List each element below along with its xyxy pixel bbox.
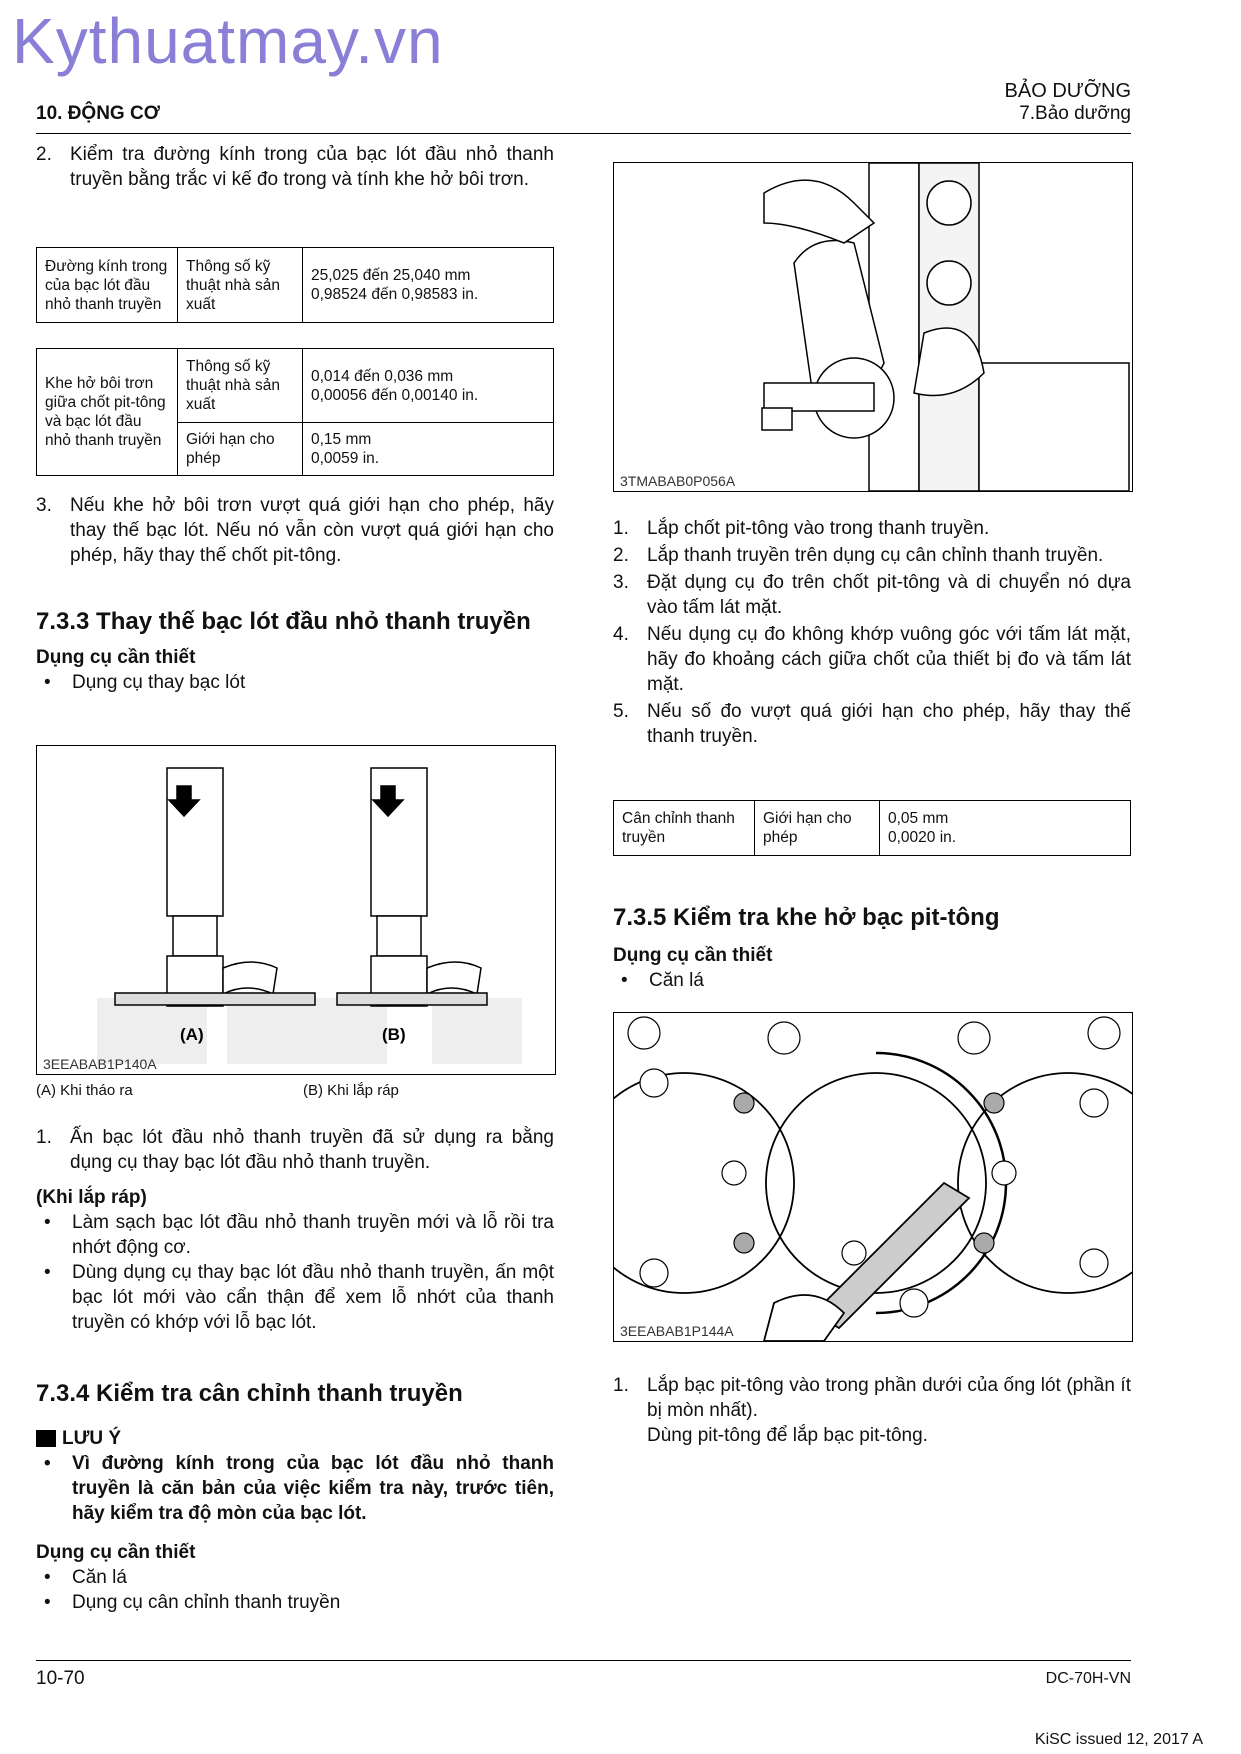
section-title: 7.3.5 Kiểm tra khe hở bạc pit-tông bbox=[613, 904, 1000, 931]
ring-gap-figure bbox=[613, 1012, 1133, 1342]
bushing-replacer-illustration bbox=[37, 746, 555, 1074]
note-heading: LƯU Ý bbox=[36, 1426, 554, 1451]
tool-item: • Dụng cụ cân chỉnh thanh truyền bbox=[36, 1590, 554, 1615]
step-3: 3. Đặt dụng cụ đo trên chốt pit-tông và di chuyển nó dựa vào tấm lát mặt. bbox=[613, 572, 1131, 618]
spec-label: Thông số kỹ thuật nhà sản xuất bbox=[178, 248, 303, 323]
note-item: • Vì đường kính trong của bạc lót đầu nhỏ thanh truyền là căn bản của việc kiểm tra này, trước tiên, hãy kiểm tra độ mòn của bạc lót. bbox=[36, 1451, 554, 1526]
issued-label: KiSC issued 12, 2017 A bbox=[1034, 1731, 1203, 1748]
tools-heading: Dụng cụ cần thiết bbox=[613, 945, 773, 966]
tools-heading: Dụng cụ cần thiết bbox=[36, 647, 196, 668]
assembly-item: • Làm sạch bạc lót đầu nhỏ thanh truyền mới và lỗ rồi tra nhớt động cơ. bbox=[36, 1210, 554, 1260]
footer-rule bbox=[36, 1660, 1131, 1661]
step-4: 4. Nếu dụng cụ đo không khớp vuông góc với tấm lát mặt, hãy đo khoảng cách giữa chốt của thiết bị đo và tấm lát mặt. bbox=[613, 624, 1131, 695]
tools-heading: Dụng cụ cần thiết bbox=[36, 1542, 196, 1563]
step-2: 2. Lắp thanh truyền trên dụng cụ cân chỉnh thanh truyền. bbox=[613, 545, 1104, 566]
table-label: Cân chỉnh thanh truyền bbox=[614, 801, 755, 856]
spec-value: 0,014 đến 0,036 mm 0,00056 đến 0,00140 in. bbox=[303, 349, 554, 423]
figure-label-a: (A) bbox=[180, 1025, 204, 1044]
chapter-title: 10. ĐỘNG CƠ bbox=[36, 103, 160, 124]
table-value: 25,025 đến 25,040 mm 0,98524 đến 0,98583 in. bbox=[303, 248, 554, 323]
limit-label: Giới hạn cho phép bbox=[755, 801, 880, 856]
step-5: 5. Nếu số đo vượt quá giới hạn cho phép, hãy thay thế thanh truyền. bbox=[613, 701, 1131, 747]
figure-code: 3TMABAB0P056A bbox=[620, 473, 736, 489]
step-number: 2. bbox=[36, 144, 52, 165]
step-1: 1. Lắp chốt pit-tông vào trong thanh truyền. bbox=[613, 518, 990, 539]
section-title: BẢO DƯỠNG bbox=[1004, 80, 1131, 102]
limit-label: Giới hạn cho phép bbox=[178, 423, 303, 476]
step-1: 1. Ấn bạc lót đầu nhỏ thanh truyền đã sử dụng ra bằng dụng cụ thay bạc lót đầu nhỏ thanh truyền. bbox=[36, 1127, 554, 1173]
caption-a: (A) Khi tháo ra bbox=[36, 1082, 133, 1099]
alignment-figure bbox=[613, 162, 1133, 492]
watermark: Kythuatmay.vn bbox=[12, 5, 444, 77]
figure-label-b: (B) bbox=[382, 1025, 406, 1044]
table-label: Khe hở bôi trơn giữa chốt pit-tông và bạc lót đầu nhỏ thanh truyền bbox=[37, 349, 178, 476]
left-step3 bbox=[36, 493, 554, 568]
alignment-steps bbox=[613, 516, 1131, 749]
step-3: 3. Nếu khe hở bôi trơn vượt quá giới hạn cho phép, hãy thay thế bạc lót. Nếu nó vẫn còn vượt quá giới hạn cho phép, hãy thay thế chốt pit-tông. bbox=[36, 495, 554, 566]
assembly-item: • Dùng dụng cụ thay bạc lót đầu nhỏ thanh truyền, ấn một bạc lót mới vào cẩn thận để xem lỗ nhớt của thanh truyền có khớp với lỗ bạc lót. bbox=[36, 1260, 554, 1335]
figure-code: 3EEABAB1P144A bbox=[620, 1323, 734, 1339]
section-735-body bbox=[613, 1373, 1131, 1448]
section-733 bbox=[36, 606, 554, 695]
section-title: 7.3.3 Thay thế bạc lót đầu nhỏ thanh truyền bbox=[36, 608, 531, 635]
limit-value: 0,05 mm 0,0020 in. bbox=[880, 801, 1131, 856]
header-rule bbox=[36, 133, 1131, 134]
note-square-icon bbox=[36, 1430, 56, 1447]
step-2 bbox=[36, 142, 554, 192]
tool-item: • Dụng cụ thay bạc lót bbox=[36, 670, 554, 695]
step-1: 1. Lắp bạc pit-tông vào trong phần dưới của ống lót (phần ít bị mòn nhất). Dùng pit-tông để lắp bạc pit-tông. bbox=[613, 1375, 1131, 1446]
tool-item: • Căn lá bbox=[36, 1565, 554, 1590]
subsection-title: 7.Bảo dưỡng bbox=[1019, 103, 1131, 124]
document-code: DC-70H-VN bbox=[1045, 1670, 1131, 1687]
section-733-body bbox=[36, 1125, 554, 1335]
spec-label: Thông số kỹ thuật nhà sản xuất bbox=[178, 349, 303, 423]
bushing-replacer-figure bbox=[36, 745, 556, 1075]
bushing-id-table bbox=[36, 247, 554, 323]
step-text: Kiểm tra đường kính trong của bạc lót đầu nhỏ thanh truyền bằng trắc vi kế đo trong và tính khe hở bôi trơn. bbox=[70, 144, 554, 190]
section-title: 7.3.4 Kiểm tra cân chỉnh thanh truyền bbox=[36, 1380, 463, 1407]
page-number: 10-70 bbox=[36, 1668, 85, 1689]
assembly-heading: (Khi lắp ráp) bbox=[36, 1187, 147, 1208]
tool-item: • Căn lá bbox=[613, 968, 1131, 993]
section-734 bbox=[36, 1378, 554, 1615]
limit-value: 0,15 mm 0,0059 in. bbox=[303, 423, 554, 476]
alignment-illustration bbox=[614, 163, 1132, 491]
left-column bbox=[36, 142, 554, 192]
oil-clearance-table bbox=[36, 348, 554, 476]
section-735 bbox=[613, 902, 1131, 993]
figure-code: 3EEABAB1P140A bbox=[43, 1056, 157, 1072]
ring-gap-illustration bbox=[614, 1013, 1132, 1341]
caption-b: (B) Khi lắp ráp bbox=[303, 1082, 399, 1099]
table-label: Đường kính trong của bạc lót đầu nhỏ thanh truyền bbox=[37, 248, 178, 323]
alignment-table bbox=[613, 800, 1131, 856]
